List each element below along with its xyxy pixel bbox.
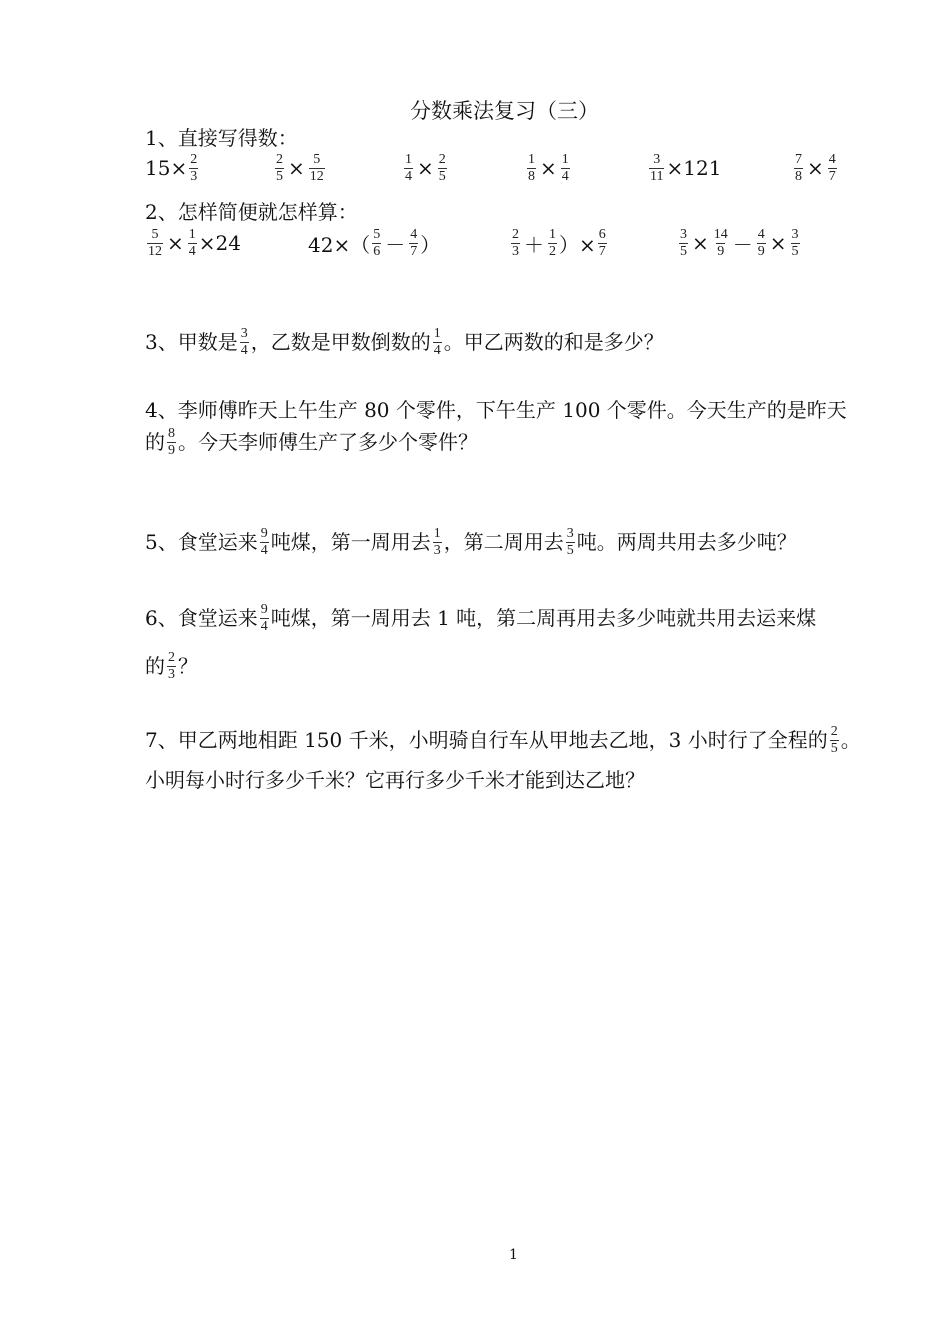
denominator: 4 <box>561 168 569 184</box>
denominator: 7 <box>598 243 606 259</box>
text-segment: × <box>807 156 824 180</box>
numerator: 3 <box>240 325 248 341</box>
numerator: 4 <box>828 151 836 167</box>
q1-item-5 <box>647 152 721 185</box>
text-segment: 15× <box>145 156 188 180</box>
denominator: 3 <box>168 666 175 682</box>
text-segment: × <box>540 156 557 180</box>
fraction <box>260 602 269 635</box>
numerator: 4 <box>410 226 418 242</box>
denominator: 5 <box>830 740 838 756</box>
text-segment: 7、甲乙两地相距 150 千米，小明骑自行车从甲地去乙地，3 小时行了全程的 <box>145 728 828 752</box>
denominator: 12 <box>309 168 324 184</box>
numerator: 2 <box>190 151 198 167</box>
fraction <box>649 152 664 185</box>
q1-item-6 <box>792 152 839 185</box>
text-segment: ×121 <box>666 156 722 180</box>
denominator: 9 <box>717 243 725 259</box>
denominator: 5 <box>438 168 446 184</box>
denominator: 7 <box>828 168 836 184</box>
fraction <box>679 227 688 260</box>
text-segment: 。 <box>840 728 861 752</box>
numerator: 2 <box>830 723 838 739</box>
fraction <box>240 326 249 359</box>
fraction <box>404 152 413 185</box>
question-6-line-2 <box>145 644 198 688</box>
denominator: 9 <box>168 442 175 458</box>
numerator: 1 <box>561 151 569 167</box>
fraction <box>713 227 729 260</box>
text-segment: × <box>417 156 434 180</box>
denominator: 12 <box>148 243 162 259</box>
question-4-line-2 <box>145 420 478 464</box>
fraction <box>561 152 570 185</box>
denominator: 4 <box>433 342 441 358</box>
q1-items <box>145 143 905 193</box>
text-segment: 42×（ <box>308 232 371 257</box>
fraction <box>409 227 418 260</box>
fraction <box>566 526 575 559</box>
numerator: 3 <box>680 226 687 242</box>
page-title: 分数乘法复习（三） <box>410 99 599 123</box>
denominator: 6 <box>373 243 381 259</box>
fraction <box>167 650 176 683</box>
fraction <box>438 152 447 185</box>
numerator: 3 <box>653 151 661 167</box>
q1-item-1 <box>145 152 200 185</box>
denominator: 5 <box>566 542 574 558</box>
numerator: 7 <box>795 151 802 167</box>
text-segment: 的 <box>145 430 165 454</box>
question-3 <box>145 320 664 364</box>
q2-heading: 2、怎样简便就怎样算： <box>145 200 358 224</box>
denominator: 3 <box>512 243 519 259</box>
numerator: 9 <box>260 601 268 617</box>
text-segment: 6、食堂运来 <box>145 606 258 630</box>
question-7-line-1 <box>145 718 861 762</box>
numerator: 1 <box>188 226 196 242</box>
denominator: 4 <box>240 342 248 358</box>
numerator: 9 <box>260 525 268 541</box>
question-6-line-1 <box>145 596 816 640</box>
fraction <box>830 724 839 757</box>
fraction <box>598 227 607 260</box>
fraction <box>275 152 284 185</box>
question-7-line-2: 小明每小时行多少千米？它再行多少千米才能到达乙地？ <box>145 768 645 792</box>
text-segment: 吨煤，第一周用去 <box>270 530 431 554</box>
text-segment: 的 <box>145 654 165 678</box>
numerator: 4 <box>757 226 765 242</box>
text-segment: ×24 <box>198 231 241 255</box>
question-4-line-1: 4、李师傅昨天上午生产 80 个零件，下午生产 100 个零件。今天生产的是昨天 <box>145 398 847 422</box>
denominator: 4 <box>260 618 268 634</box>
text-segment: － <box>732 232 753 257</box>
denominator: 2 <box>549 243 556 259</box>
fraction <box>309 152 325 185</box>
numerator: 2 <box>512 226 519 242</box>
numerator: 5 <box>313 151 321 167</box>
denominator: 4 <box>260 542 268 558</box>
text-segment: × <box>288 156 305 180</box>
text-segment: ＋ <box>524 232 544 257</box>
text-segment: 。甲乙两数的和是多少？ <box>443 330 664 354</box>
fraction <box>548 227 557 260</box>
numerator: 1 <box>549 226 556 242</box>
text-segment: 吨煤，第一周用去 1 吨，第二周再用去多少吨就共用去运来煤 <box>270 606 817 630</box>
fraction <box>433 326 442 359</box>
denominator: 5 <box>680 243 687 259</box>
denominator: 11 <box>650 168 664 184</box>
q2-expr-4 <box>677 227 802 260</box>
text-segment: 吨。两周共用去多少吨？ <box>576 530 797 554</box>
fraction <box>757 227 766 260</box>
text-segment: ？ <box>178 654 198 678</box>
denominator: 5 <box>791 243 799 259</box>
numerator: 2 <box>438 151 446 167</box>
text-segment: 3、甲数是 <box>145 330 238 354</box>
text-segment: × <box>692 231 709 255</box>
denominator: 8 <box>528 168 535 184</box>
text-segment: － <box>385 232 406 257</box>
denominator: 3 <box>190 168 198 184</box>
denominator: 4 <box>405 168 412 184</box>
denominator: 3 <box>433 542 441 558</box>
q1-item-4 <box>525 152 572 185</box>
denominator: 4 <box>188 243 196 259</box>
numerator: 6 <box>598 226 606 242</box>
fraction <box>189 152 198 185</box>
fraction <box>433 526 442 559</box>
fraction <box>511 227 520 260</box>
q2-items <box>145 218 905 268</box>
fraction <box>791 227 800 260</box>
denominator: 9 <box>757 243 765 259</box>
numerator: 1 <box>528 151 535 167</box>
numerator: 3 <box>791 226 799 242</box>
question-5 <box>145 520 797 564</box>
text-segment: × <box>167 231 184 255</box>
numerator: 2 <box>168 649 175 665</box>
numerator: 1 <box>433 325 441 341</box>
q1-item-2 <box>273 152 327 185</box>
fraction <box>794 152 803 185</box>
numerator: 3 <box>566 525 574 541</box>
text-segment: × <box>769 231 787 255</box>
text-segment: ，乙数是甲数倒数的 <box>250 330 431 354</box>
text-segment: ）× <box>559 232 596 257</box>
text-segment: ，第二周用去 <box>443 530 564 554</box>
q1-heading: 1、直接写得数： <box>145 126 298 150</box>
numerator: 2 <box>276 151 283 167</box>
fraction <box>147 227 163 260</box>
numerator: 1 <box>433 525 441 541</box>
fraction <box>372 227 381 260</box>
q1-item-3 <box>402 152 449 185</box>
q2-expr-2 <box>308 227 440 260</box>
fraction <box>527 152 536 185</box>
denominator: 7 <box>410 243 418 259</box>
text-segment: ） <box>420 232 441 257</box>
text-segment: 。今天李师傅生产了多少个零件？ <box>178 430 478 454</box>
fraction <box>167 426 176 459</box>
denominator: 8 <box>795 168 802 184</box>
numerator: 1 <box>405 151 412 167</box>
fraction <box>260 526 269 559</box>
fraction <box>828 152 837 185</box>
numerator: 5 <box>151 226 159 242</box>
fraction <box>188 227 197 260</box>
text-segment: 5、食堂运来 <box>145 530 258 554</box>
denominator: 5 <box>276 168 283 184</box>
q2-expr-3 <box>509 227 609 260</box>
q2-expr-1 <box>145 227 241 260</box>
numerator: 5 <box>373 226 381 242</box>
numerator: 14 <box>713 226 728 242</box>
page-number: 1 <box>509 1247 518 1263</box>
numerator: 8 <box>168 425 175 441</box>
